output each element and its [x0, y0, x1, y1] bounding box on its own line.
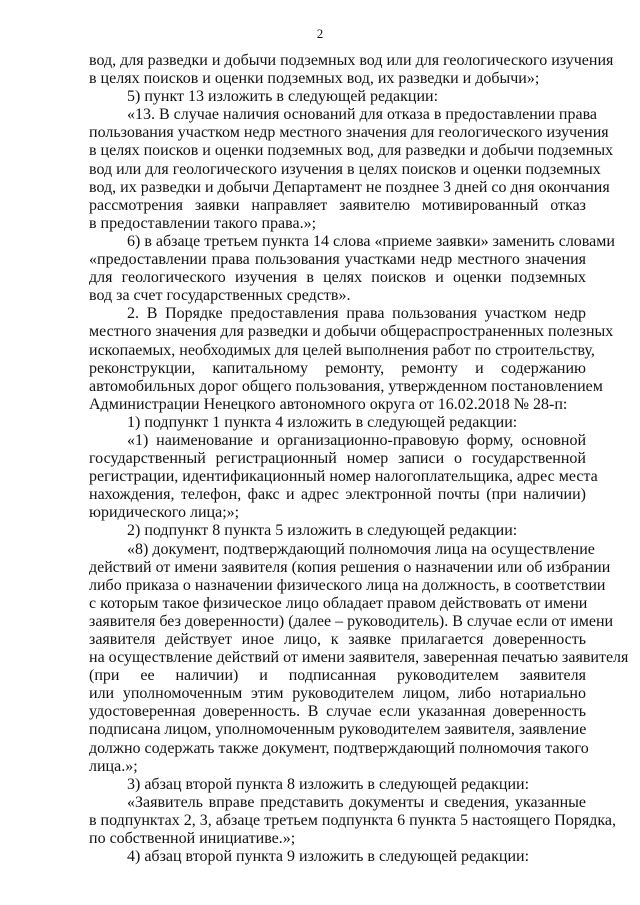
text-line: должно содержать также документ, подтверждающий полномочия такого	[89, 739, 589, 757]
text-line: Администрации Ненецкого автономного округа от 16.02.2018 № 28-п:	[89, 395, 568, 413]
text-line: юридического лица;»;	[89, 504, 240, 522]
text-line: 5) пункт 13 изложить в следующей редакции:	[127, 88, 439, 106]
text-line: или уполномоченным этим руководителем лицом, либо нотариально	[89, 685, 586, 703]
text-line: лица.»;	[89, 757, 138, 775]
text-line: 6) в абзаце третьем пункта 14 слова «приеме заявки» заменить словами	[127, 232, 615, 250]
text-line: регистрации, идентификационный номер налогоплательщика, адрес места	[89, 468, 598, 486]
text-line: автомобильных дорог общего пользования, утвержденном постановлением	[89, 377, 603, 395]
text-line: государственный регистрационный номер записи о государственной	[89, 450, 586, 468]
text-line: 1) подпункт 1 пункта 4 изложить в следующей редакции:	[127, 413, 518, 431]
text-line: действий от имени заявителя (копия решения о назначении или об избрании	[89, 558, 611, 576]
text-line: (при ее наличии) и подписанная руководителем заявителя	[89, 667, 586, 685]
text-line: в подпунктах 2, 3, абзаце третьем подпункта 6 пункта 5 настоящего Порядка,	[89, 811, 616, 829]
text-line: подписана лицом, уполномоченным руководителем заявителя, заявление	[89, 721, 587, 739]
text-line: в предоставлении такого права.»;	[89, 214, 317, 232]
text-line: вод, их разведки и добычи Департамент не позднее 3 дней со дня окончания	[89, 178, 610, 196]
text-line: ископаемых, необходимых для целей выполнения работ по строительству,	[89, 341, 595, 359]
text-line: «13. В случае наличия оснований для отказа в предоставлении права	[127, 106, 598, 124]
text-line: заявителя действует иное лицо, к заявке прилагается доверенность	[89, 631, 586, 648]
text-line: 3) абзац второй пункта 8 изложить в следующей редакции:	[127, 775, 530, 793]
page-number: 2	[316, 26, 324, 41]
text-line: реконструкции, капитальному ремонту, ремонту и содержанию	[89, 359, 586, 377]
text-line: 4) абзац второй пункта 9 изложить в следующей редакции:	[127, 848, 530, 866]
text-line: нахождения, телефон, факс и адрес электронной почты (при наличии)	[89, 486, 586, 504]
text-line: удостоверенная доверенность. В случае если указанная доверенность	[89, 703, 586, 721]
text-line: «предоставлении права пользования участками недр местного значения	[89, 251, 586, 269]
text-line: в целях поисков и оценки подземных вод, их разведки и добычи»;	[89, 70, 540, 88]
text-line: по собственной инициативе.»;	[89, 830, 296, 848]
document-body	[89, 52, 629, 866]
text-line: «Заявитель вправе представить документы и сведения, указанные	[127, 793, 586, 811]
text-line: «8) документ, подтверждающий полномочия лица на осуществление	[127, 540, 595, 558]
text-line: 2. В Порядке предоставления права пользования участком недр	[127, 305, 586, 323]
text-line: для геологического изучения в целях поисков и оценки подземных	[89, 269, 586, 287]
text-line: заявителя без доверенности) (далее – руководитель). В случае если от имени	[89, 612, 614, 630]
text-line: в целях поисков и оценки подземных вод, для разведки и добычи подземных	[89, 142, 614, 160]
text-line: рассмотрения заявки направляет заявителю мотивированный отказ	[89, 196, 586, 214]
text-line: вод за счет государственных средств».	[89, 287, 351, 305]
text-line: вод, для разведки и добычи подземных вод или для геологического изучения	[89, 52, 614, 69]
text-line: либо приказа о назначении физического лица на должность, в соответствии	[89, 576, 606, 594]
text-line: пользования участком недр местного значения для геологического изучения	[89, 124, 609, 142]
text-line: местного значения для разведки и добычи общераспространенных полезных	[89, 323, 614, 341]
text-line: «1) наименование и организационно-правовую форму, основной	[127, 431, 586, 449]
text-line: 2) подпункт 8 пункта 5 изложить в следующей редакции:	[127, 522, 518, 540]
text-line: с которым такое физическое лицо обладает правом действовать от имени	[89, 594, 588, 612]
text-line: вод или для геологического изучения в целях поисков и оценки подземных	[89, 160, 601, 178]
text-line: на осуществление действий от имени заявителя, заверенная печатью заявителя	[89, 649, 629, 667]
